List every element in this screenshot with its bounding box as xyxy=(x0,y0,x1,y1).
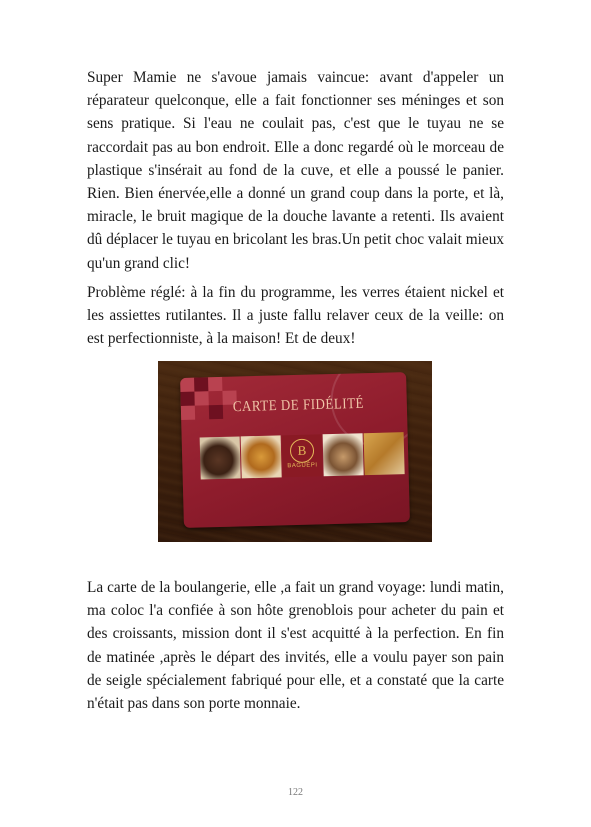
paragraph-1: Super Mamie ne s'avoue jamais vaincue: avant d'appeler un réparateur quelconque, elle a fait fonctionner ses méninges et son sens pratique. Si l'eau ne coulait pas, c'est que le tuyau ne se raccordait pas au bon endroit. Elle a donc regardé où le morceau de plastique s'insérait au fond de la cuve, et elle a poussé le panier. Rien. Bien énervée,elle a donné un grand coup dans la porte, et là, miracle, le bruit magique de la douche lavante a retenti. Ils avaient dû déplacer le tuyau en bricolant les bras.Un petit choc valait mieux qu'un grand clic! xyxy=(87,69,504,272)
loyalty-card-photo xyxy=(158,361,432,542)
product-tiles xyxy=(200,432,406,479)
bakery-logo xyxy=(282,434,323,477)
logo-letter: B xyxy=(290,439,315,464)
paragraph-3: La carte de la boulangerie, elle ,a fait un grand voyage: lundi matin, ma coloc l'a confiée à son hôte grenoblois pour acheter du pain et des croissants, mission dont il s'est acquitté à la perfection. En fin de matinée ,après le départ des invités, elle a voulu payer son pain de seigle spécialement fabriqué pour elle, et a constaté que la carte n'était pas dans son porte monnaie. xyxy=(87,579,504,713)
logo-text: BAGUÉPI xyxy=(287,462,318,470)
croissant-tile-image xyxy=(241,435,282,478)
bread-tile-image xyxy=(200,436,241,479)
loyalty-card xyxy=(180,372,410,528)
baguette-tile-image xyxy=(364,432,405,475)
card-title: CARTE DE FIDÉLITÉ xyxy=(232,393,365,415)
paragraph-2: Problème réglé: à la fin du programme, les verres étaient nickel et les assiettes rutilantes. Il a juste fallu relaver ceux de la veille: on est perfectionniste, à la maison! Et de deux! xyxy=(87,284,504,348)
pastry-tile-image xyxy=(323,433,364,476)
page-number: 122 xyxy=(288,787,303,798)
